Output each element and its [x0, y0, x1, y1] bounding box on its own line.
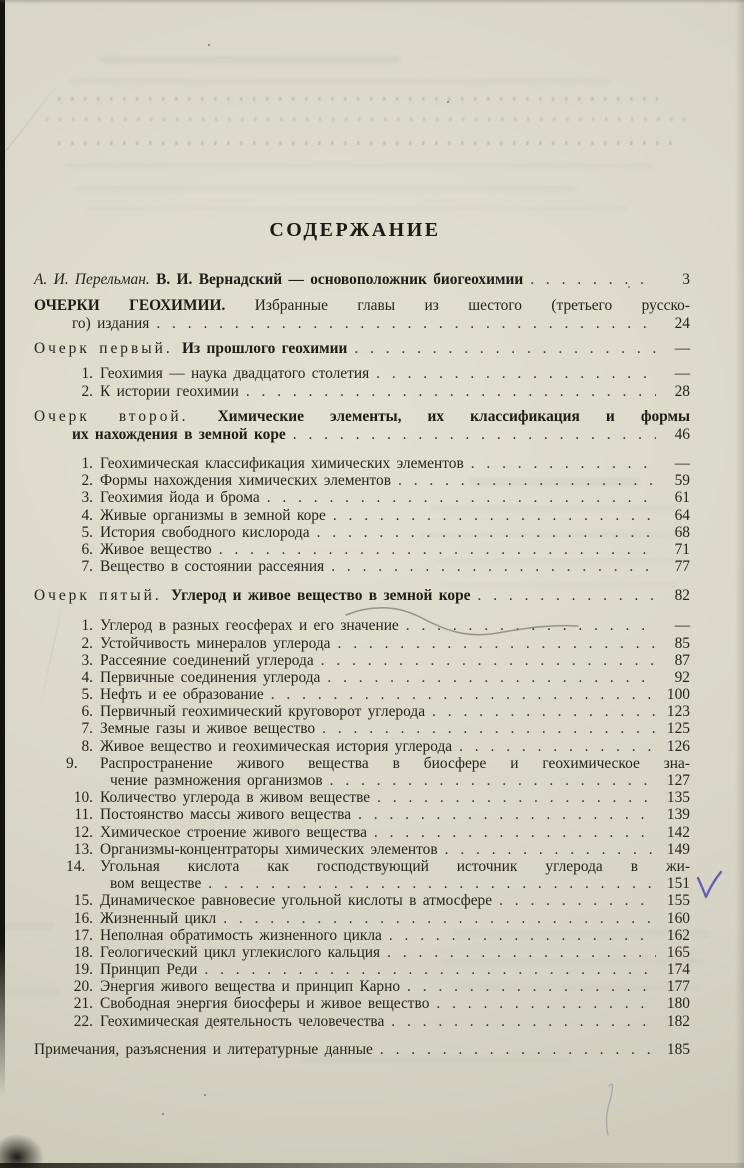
page-number: 46	[674, 426, 690, 443]
page-title: СОДЕРЖАНИЕ	[269, 219, 441, 241]
dot-leader	[380, 944, 656, 961]
item-number: 3.	[81, 651, 93, 669]
dot-leader	[315, 720, 656, 737]
entry-text	[100, 1013, 384, 1030]
page-number: —	[674, 617, 690, 635]
toc-row	[34, 806, 690, 823]
entry-text-segment: К истории геохимии	[100, 383, 239, 400]
page-number: 160	[666, 909, 690, 927]
item-number: 15.	[73, 892, 93, 910]
toc-row	[34, 755, 690, 772]
paper-crease	[0, 78, 63, 213]
page-number: 135	[666, 789, 690, 807]
toc-row	[34, 455, 690, 472]
entry-text-segment: Неполная обратимость жизненного цикла	[100, 926, 382, 944]
bleedthrough-smudge	[86, 206, 626, 211]
entry-text	[110, 772, 323, 789]
dot-leader	[399, 617, 656, 634]
dot-leader	[310, 524, 656, 541]
dot-leader	[314, 652, 656, 669]
item-number: 12.	[73, 823, 93, 841]
entry-text	[110, 875, 201, 892]
page-number: 123	[666, 703, 690, 721]
entry-text-segment: Живое вещество и геохимическая история углерода	[100, 737, 453, 755]
dot-leader	[326, 507, 656, 524]
entry-text	[100, 755, 690, 772]
entry-text-segment: Геохимическая классификация химических элементов	[100, 455, 464, 472]
entry-text	[100, 841, 438, 858]
entry-text	[100, 978, 400, 995]
item-number: 4.	[81, 668, 93, 686]
entry-text-segment: Формы нахождения химических элементов	[100, 472, 392, 490]
toc-row	[34, 271, 690, 289]
paper-speck	[447, 101, 449, 103]
entry-text-segment: Углерод в разных геосферах и его значение	[100, 617, 399, 635]
toc-row	[34, 789, 690, 806]
entry-text-segment: А. И. Перельман.	[34, 271, 157, 288]
entry-text-segment: го) издания	[72, 315, 150, 332]
item-number: 11.	[74, 806, 93, 824]
entry-text	[100, 652, 314, 669]
toc-row	[34, 489, 690, 506]
entry-text	[100, 541, 212, 558]
toc-row	[34, 703, 690, 720]
entry-text-segment: Распространение живого вещества в биосфере и геохимическое зна-	[100, 754, 690, 772]
dot-leader	[212, 541, 656, 558]
item-number: 8.	[81, 737, 93, 755]
item-number: 19.	[73, 961, 93, 979]
page-number: 182	[666, 1012, 690, 1030]
toc-row	[34, 541, 690, 558]
pen-hook	[607, 1084, 613, 1135]
entry-text-segment: Вещество в состоянии рассеяния	[100, 558, 325, 576]
item-number: 9.	[66, 754, 78, 772]
dot-leader	[369, 365, 656, 383]
entry-text-segment: Примечания, разъяснения и литературные данные	[34, 1040, 373, 1058]
dot-leader	[373, 1041, 656, 1059]
entry-text	[100, 858, 690, 875]
entry-text	[100, 995, 429, 1012]
bleedthrough-dotleader	[46, 117, 686, 121]
entry-text	[100, 789, 370, 806]
page-number: —	[674, 455, 690, 472]
toc-row	[34, 720, 690, 737]
item-number: 7.	[81, 558, 93, 576]
entry-text-segment: Постоянство массы живого вещества	[100, 806, 352, 824]
entry-text-segment: ОЧЕРКИ ГЕОХИМИИ.	[34, 297, 255, 314]
page-number: 24	[674, 315, 690, 332]
toc-row	[34, 669, 690, 686]
toc-row	[34, 961, 690, 978]
entry-text	[100, 635, 331, 652]
dot-leader	[523, 271, 656, 289]
dot-leader	[400, 978, 656, 995]
entry-text	[100, 703, 425, 720]
page-number: 139	[666, 806, 690, 824]
entry-text-segment: В. И. Вернадский — основоположник биогеохимии	[156, 271, 524, 288]
item-number: 16.	[73, 909, 93, 927]
entry-text-segment: Очерк первый.	[34, 340, 183, 357]
toc-row	[34, 910, 690, 927]
page-number: 92	[674, 668, 690, 686]
dot-leader	[425, 703, 656, 720]
dot-leader	[324, 558, 656, 575]
entry-text	[100, 489, 260, 506]
entry-text	[100, 669, 320, 686]
entry-text-segment: Нефть и ее образование	[100, 686, 264, 704]
page-number: 71	[674, 540, 690, 558]
page-number: 100	[666, 686, 690, 704]
entry-text	[100, 472, 391, 489]
dot-leader	[370, 789, 656, 806]
entry-text-segment: Геологический цикл углекислого кальция	[100, 943, 381, 961]
dot-leader	[260, 489, 656, 506]
page-number: 125	[666, 720, 690, 738]
dot-leader	[197, 961, 656, 978]
entry-text	[34, 271, 523, 289]
page-number: 149	[666, 840, 690, 858]
dot-leader	[492, 892, 656, 909]
entry-text-segment: История свободного кислорода	[100, 523, 310, 541]
entry-text	[100, 383, 239, 401]
toc-row	[34, 738, 690, 755]
entry-text-segment: Геохимическая деятельность человечества	[100, 1012, 385, 1030]
toc-row	[34, 978, 690, 995]
pen-checkmark	[698, 872, 721, 897]
page-number: 185	[666, 1040, 690, 1058]
entry-text-segment: их нахождения в земной коре	[72, 426, 286, 443]
dot-leader	[331, 635, 656, 652]
item-number: 6.	[81, 703, 93, 721]
entry-text	[100, 617, 399, 634]
entry-text-segment: Динамическое равновесие угольной кислоты в атмосфере	[100, 892, 493, 910]
page-number: 59	[674, 472, 690, 490]
entry-text	[100, 455, 464, 472]
entry-text-segment: Свободная энергия биосферы и живое вещество	[100, 995, 430, 1013]
entry-text-segment: Избранные главы из шестого (третьего русско-	[254, 297, 690, 314]
entry-text	[100, 961, 197, 978]
toc-row	[34, 927, 690, 944]
dot-leader	[429, 995, 656, 1012]
bleedthrough-dotleader	[58, 97, 658, 101]
entry-text	[72, 426, 286, 444]
entry-text	[34, 297, 690, 314]
page-number: 3	[682, 271, 690, 288]
paper-speck	[208, 44, 210, 46]
item-number: 2.	[81, 634, 93, 652]
item-number: 4.	[81, 506, 93, 524]
entry-text	[100, 524, 310, 541]
dot-leader	[384, 1013, 656, 1030]
entry-text-segment: Рассеяние соединений углерода	[100, 651, 314, 669]
entry-text-segment: Химическое строение живого вещества	[100, 823, 367, 841]
page-number: 127	[666, 772, 690, 789]
scan-edge-left	[0, 0, 5, 1096]
toc-row	[34, 587, 690, 605]
page-number: 126	[666, 737, 690, 755]
page-number: 64	[674, 506, 690, 524]
toc-row	[34, 297, 690, 315]
dot-leader	[347, 340, 656, 358]
dot-leader	[323, 772, 656, 789]
dot-leader	[351, 806, 656, 823]
dot-leader	[382, 927, 656, 944]
entry-text-segment: Принцип Реди	[100, 961, 198, 979]
entry-text	[100, 720, 315, 737]
entry-text-segment: Жизненный цикл	[100, 909, 217, 927]
table-of-contents	[34, 271, 690, 1059]
toc-row	[34, 524, 690, 541]
bleedthrough-smudge	[100, 56, 400, 63]
entry-text	[34, 340, 347, 358]
bleedthrough-smudge	[76, 186, 576, 192]
dot-leader	[438, 841, 656, 858]
entry-text	[100, 507, 326, 524]
item-number: 18.	[73, 943, 93, 961]
item-number: 22.	[73, 1012, 93, 1030]
page-number: 162	[666, 926, 690, 944]
entry-text	[34, 408, 690, 425]
entry-text-segment: Геохимия йода и брома	[100, 489, 260, 507]
page-number: 177	[666, 978, 690, 996]
toc-row	[34, 686, 690, 703]
item-number: 2.	[81, 472, 93, 490]
dot-leader	[320, 669, 656, 686]
page-number: 85	[674, 634, 690, 652]
dot-leader	[239, 383, 656, 401]
item-number: 6.	[81, 540, 93, 558]
toc-row	[34, 1041, 690, 1059]
dot-leader	[391, 472, 656, 489]
entry-text-segment: чение размножения организмов	[110, 772, 323, 789]
entry-text	[100, 944, 380, 961]
bleedthrough-dotleader	[58, 141, 678, 145]
toc-row	[34, 472, 690, 489]
page-number: 28	[674, 383, 690, 400]
page-number: 165	[666, 943, 690, 961]
entry-text	[100, 365, 369, 383]
scan-edge-bottom	[0, 1163, 744, 1168]
page-number: 174	[666, 961, 690, 979]
item-number: 10.	[73, 789, 93, 807]
entry-text-segment: Угольная кислота как господствующий источник углерода в жи-	[100, 857, 690, 875]
item-number: 1.	[81, 455, 93, 472]
entry-text	[34, 1041, 373, 1059]
item-number: 7.	[81, 720, 93, 738]
entry-text-segment: Энергия живого вещества и принцип Карно	[100, 978, 401, 996]
page-number: 142	[666, 823, 690, 841]
toc-row	[34, 824, 690, 841]
page-number: 82	[674, 587, 690, 605]
dot-leader	[367, 824, 656, 841]
toc-row	[34, 772, 690, 789]
bleedthrough-smudge	[70, 78, 610, 84]
entry-text-segment: Углерод и живое вещество в земной коре	[171, 587, 471, 605]
toc-row	[34, 652, 690, 669]
scan-edge-right	[735, 0, 744, 1168]
page-number: 61	[674, 489, 690, 507]
entry-text	[100, 892, 492, 909]
page-number: 180	[666, 995, 690, 1013]
page-number: —	[674, 365, 690, 382]
dot-leader	[216, 910, 656, 927]
item-number: 1.	[81, 365, 93, 382]
toc-row	[34, 858, 690, 875]
entry-text-segment: Химические элементы, их классификация и формы	[217, 408, 690, 425]
entry-text-segment: Живое вещество	[100, 540, 212, 558]
toc-row	[34, 365, 690, 383]
toc-row	[34, 944, 690, 961]
item-number: 14.	[66, 857, 86, 875]
dot-leader	[471, 587, 657, 605]
toc-row	[34, 383, 690, 401]
paper-speck	[162, 1113, 164, 1115]
scan-corner-bottom-left	[0, 1134, 44, 1168]
page-number: 155	[666, 892, 690, 910]
entry-text-segment: Количество углерода в живом веществе	[100, 789, 371, 807]
bleedthrough-smudge	[64, 163, 654, 168]
item-number: 5.	[81, 686, 93, 704]
toc-row	[34, 617, 690, 634]
toc-row	[34, 635, 690, 652]
entry-text-segment: Организмы-концентраторы химических элементов	[100, 840, 438, 858]
entry-text-segment: Устойчивость минералов углерода	[100, 634, 331, 652]
entry-text	[100, 910, 216, 927]
dot-leader	[464, 455, 656, 472]
entry-text-segment: Первичные соединения углерода	[100, 668, 321, 686]
item-number: 17.	[73, 926, 93, 944]
entry-text-segment: Очерк пятый.	[34, 587, 172, 605]
toc-row	[34, 408, 690, 426]
page-number: 68	[674, 523, 690, 541]
toc-row	[34, 875, 690, 892]
page-number: 87	[674, 651, 690, 669]
dot-leader	[286, 426, 656, 444]
page-number: 151	[666, 875, 690, 893]
entry-text-segment: Геохимия — наука двадцатого столетия	[100, 365, 370, 382]
toc-row	[34, 1013, 690, 1030]
item-number: 21.	[73, 995, 93, 1013]
toc-row	[34, 426, 690, 444]
entry-text	[100, 806, 351, 823]
entry-text-segment: Из прошлого геохимии	[182, 340, 348, 357]
item-number: 5.	[81, 523, 93, 541]
dot-leader	[452, 738, 656, 755]
entry-text-segment: Первичный геохимический круговорот углерода	[100, 703, 426, 721]
item-number: 20.	[73, 978, 93, 996]
page-number: 77	[674, 558, 690, 576]
toc-row	[34, 507, 690, 524]
entry-text	[100, 558, 324, 575]
page-number: —	[674, 340, 690, 357]
paper-speck	[204, 1094, 206, 1096]
entry-text	[100, 738, 452, 755]
entry-text	[100, 686, 264, 703]
toc-row	[34, 558, 690, 575]
toc-row	[34, 892, 690, 909]
item-number: 3.	[81, 489, 93, 507]
item-number: 2.	[81, 383, 93, 400]
entry-text	[72, 315, 149, 333]
dot-leader	[264, 686, 656, 703]
toc-row	[34, 995, 690, 1012]
scan-edge-top	[0, 0, 744, 4]
item-number: 13.	[73, 840, 93, 858]
entry-text-segment: Земные газы и живое вещество	[100, 720, 316, 738]
entry-text-segment: Очерк второй.	[34, 408, 218, 425]
entry-text	[100, 824, 367, 841]
entry-text-segment: Живые организмы в земной коре	[100, 506, 326, 524]
entry-text	[100, 927, 382, 944]
toc-row	[34, 340, 690, 358]
dot-leader	[201, 875, 656, 892]
toc-row	[34, 315, 690, 333]
dot-leader	[149, 315, 656, 333]
entry-text-segment: вом веществе	[110, 875, 202, 893]
item-number: 1.	[81, 617, 93, 635]
toc-row	[34, 841, 690, 858]
entry-text	[34, 587, 471, 605]
